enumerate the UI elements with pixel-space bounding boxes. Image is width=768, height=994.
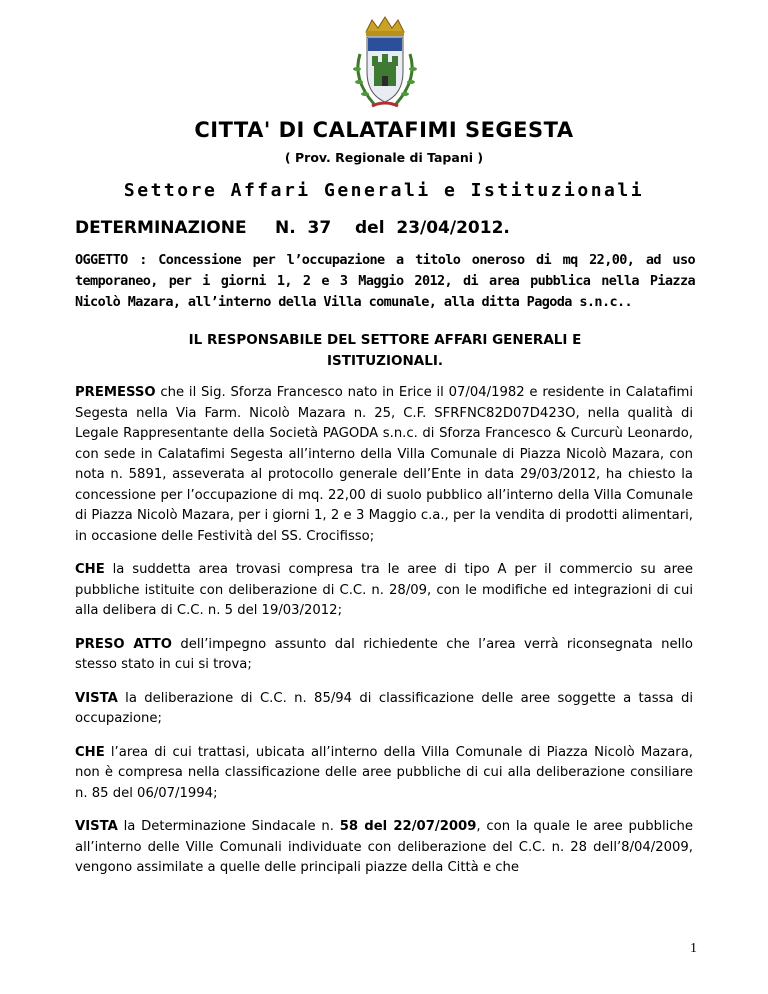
paragraph-text-continued: , con la quale le aree pubbliche all’interno delle Ville Comunali individuate con deliberazione del C.C. n. 28 dell’8/04/2009, vengono assimilate a quelle delle principali piazze della Città e che — [75, 819, 694, 875]
subject-paragraph: OGGETTO : Concessione per l’occupazione a titolo oneroso di mq 22,00, ad uso temporaneo, per i giorni 1, 2 e 3 Maggio 2012, di area pubblica nella Piazza Nicolò Mazara, all’interno della Villa comunale, alla ditta Pagoda s.n.c.. — [75, 252, 695, 310]
paragraph-keyword: CHE — [75, 562, 105, 577]
paragraph-text: la Determinazione Sindacale n. — [117, 819, 340, 834]
paragraph-preso-atto — [75, 635, 693, 676]
paragraph-keyword: PRESO ATTO — [75, 636, 173, 652]
determination-number: N. 37 — [275, 218, 332, 238]
paragraph-keyword: VISTA — [75, 690, 118, 706]
paragraph-text: che il Sig. Sforza Francesco nato in Erice il 07/04/1982 e residente in Calatafimi Segesta nella Via Farm. Nicolò Mazara n. 25, C.F. SFRFNC82D07D423O, nella qualità di Legale Rappresentante della Società PAGODA s.n.c. di Sforza Francesco & Curcurù Leonardo, con sede in Calatafimi Segesta all’interno della Villa Comunale di Piazza Nicolò Mazara, con nota n. 5891, asseverata al protocollo generale dell’Ente in data 29/03/2012, ha chiesto la concessione per l’occupazione di mq. 22,00 di suolo pubblico all’interno della Villa Comunale di Piazza Nicolò Mazara, per i giorni 1, 2 e 3 Maggio c.a., per la vendita di prodotti alimentari, in occasione delle Festività del SS. Crocifisso; — [75, 385, 693, 544]
city-title: CITTA' DI CALATAFIMI SEGESTA — [194, 118, 574, 142]
paragraph-text: dell’impegno assunto dal richiedente che l’area verrà riconsegnata nello stesso stato in cui si trova; — [75, 636, 693, 672]
paragraph-che-area — [75, 560, 693, 622]
determination-heading — [75, 218, 510, 238]
page-number: 1 — [690, 941, 697, 956]
sector-title: Settore Affari Generali e Istituzionali — [123, 180, 645, 201]
responsible-line-1: IL RESPONSABILE DEL SETTORE AFFARI GENERALI E — [188, 332, 582, 348]
paragraph-vista-determinazione — [75, 817, 693, 879]
paragraph-keyword: CHE — [75, 744, 105, 760]
paragraph-keyword: PREMESSO — [75, 385, 156, 400]
determination-label: DETERMINAZIONE — [75, 218, 247, 238]
document-body — [75, 383, 693, 892]
paragraph-text: la suddetta area trovasi compresa tra le aree di tipo A per il commercio su aree pubbliche istituite con deliberazione di C.C. n. 28/09, con le modifiche ed integrazioni di cui alla delibera di C.C. n. 5 del 19/03/2012; — [75, 562, 693, 618]
paragraph-text: l’area di cui trattasi, ubicata all’interno della Villa Comunale di Piazza Nicolò Mazara, non è compresa nella classificazione delle aree pubbliche di cui alla deliberazione consiliare n. 85 del 06/07/1994; — [75, 744, 693, 801]
responsible-heading — [75, 330, 695, 372]
determination-date: del 23/04/2012. — [355, 218, 510, 238]
paragraph-che-ubicata — [75, 743, 693, 805]
paragraph-vista-deliberazione — [75, 689, 693, 730]
paragraph-keyword: VISTA — [75, 819, 118, 834]
paragraph-premesso — [75, 383, 693, 547]
paragraph-text: la deliberazione di C.C. n. 85/94 di classificazione delle aree soggette a tassa di occupazione; — [75, 690, 693, 726]
paragraph-bold-reference: 58 del 22/07/2009 — [339, 819, 477, 834]
responsible-line-2: ISTITUZIONALI. — [327, 353, 443, 369]
city-coat-of-arms-icon — [330, 14, 440, 114]
province-subtitle: ( Prov. Regionale di Tapani ) — [284, 150, 484, 165]
